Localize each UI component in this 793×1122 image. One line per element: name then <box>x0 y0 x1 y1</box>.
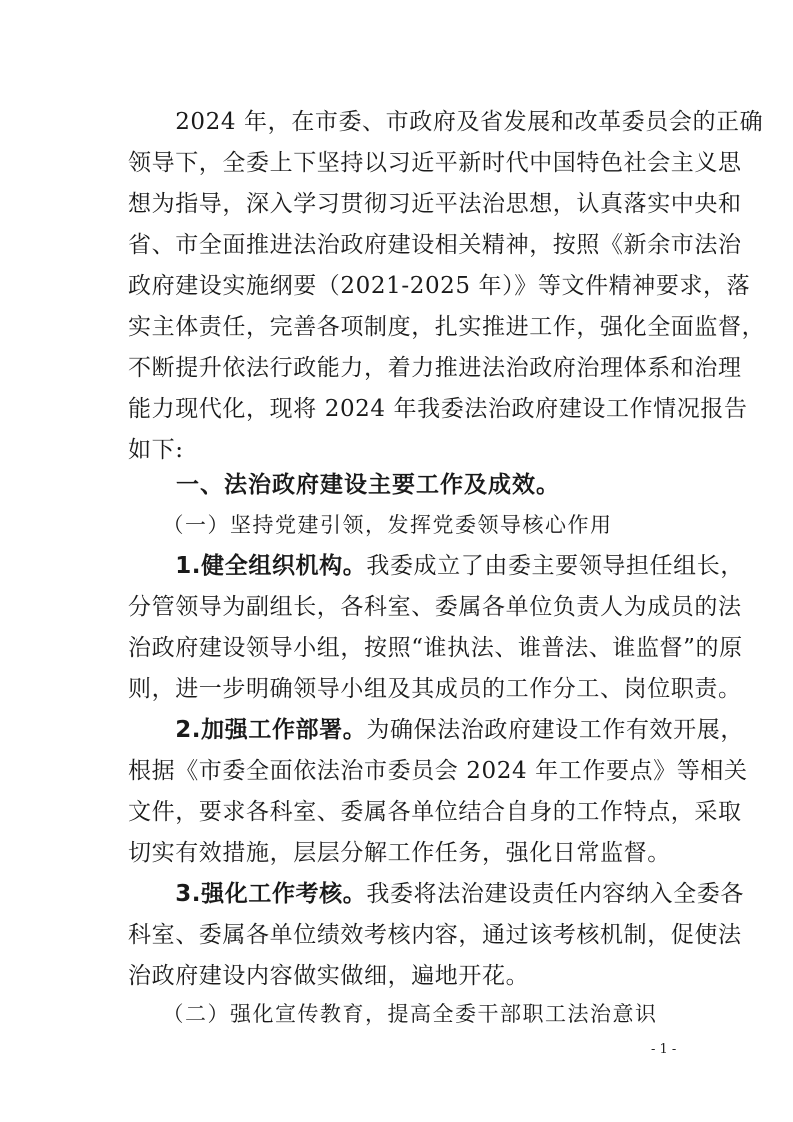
paragraph-line: 分管领导为副组长，各科室、委属各单位负责人为成员的法 <box>128 594 742 620</box>
subsection-heading: （二）强化宣传教育，提高全委干部职工法治意识 <box>128 1002 658 1026</box>
paragraph-line: 能力现代化，现将 2024 年我委法治政府建设工作情况报告 <box>128 396 748 422</box>
paragraph-line: 政府建设实施纲要（2021-2025 年）》等文件精神要求，落 <box>128 273 751 299</box>
paragraph-line: 根据《市委全面依法治市委员会 2024 年工作要点》等相关 <box>128 758 748 784</box>
paragraph-line: 如下: <box>128 437 184 463</box>
item-lead: 1.健全组织机构。 <box>128 553 367 579</box>
item-lead: 2.加强工作部署。 <box>128 717 367 743</box>
section-heading: 一、法治政府建设主要工作及成效。 <box>128 472 560 498</box>
paragraph-line: 治政府建设内容做实做细，遍地开花。 <box>128 963 530 989</box>
paragraph-line: 省、市全面推进法治政府建设相关精神，按照《新余市法治 <box>128 232 742 258</box>
item-text: 我委将法治建设责任内容纳入全委各 <box>366 881 744 907</box>
item-first-line <box>128 874 744 914</box>
paragraph-line: 领导下，全委上下坚持以习近平新时代中国特色社会主义思 <box>128 150 742 176</box>
paragraph-line: 文件，要求各科室、委属各单位结合自身的工作特点，采取 <box>128 799 742 825</box>
paragraph-line: 治政府建设领导小组，按照“谁执法、谁普法、谁监督”的原 <box>128 635 743 661</box>
item-text: 为确保法治政府建设工作有效开展， <box>366 717 744 743</box>
page-number: - 1 - <box>651 1042 677 1057</box>
paragraph-line: 想为指导，深入学习贯彻习近平法治思想，认真落实中央和 <box>128 191 742 217</box>
item-first-line <box>128 710 744 750</box>
paragraph-line: 则，进一步明确领导小组及其成员的工作分工、岗位职责。 <box>128 676 742 702</box>
item-first-line <box>128 546 744 586</box>
subsection-heading: （一）坚持党建引领，发挥党委领导核心作用 <box>128 513 613 537</box>
paragraph-line: 不断提升依法行政能力，着力推进法治政府治理体系和治理 <box>128 355 742 381</box>
item-lead: 3.强化工作考核。 <box>128 881 367 907</box>
paragraph-line: 实主体责任，完善各项制度，扎实推进工作，强化全面监督， <box>128 314 766 340</box>
paragraph-line: 科室、委属各单位绩效考核内容，通过该考核机制，促使法 <box>128 922 742 948</box>
item-text: 我委成立了由委主要领导担任组长， <box>366 553 744 579</box>
paragraph-line: 2024 年，在市委、市政府及省发展和改革委员会的正确 <box>128 109 764 135</box>
paragraph-line: 切实有效措施，层层分解工作任务，强化日常监督。 <box>128 840 671 866</box>
